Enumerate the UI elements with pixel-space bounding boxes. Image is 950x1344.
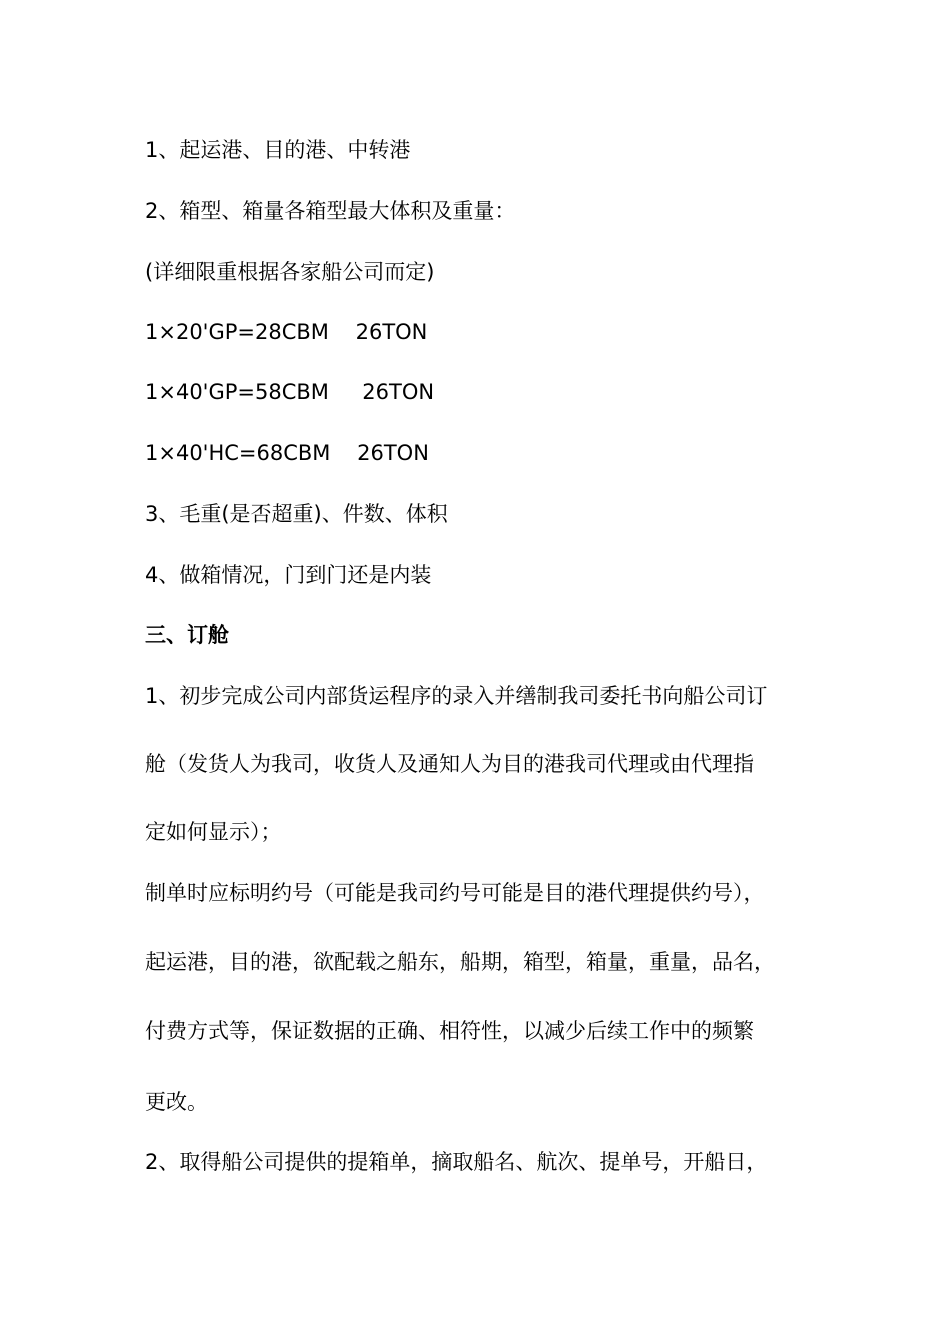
booking-step-1-line-2: 舱（发货人为我司，收货人及通知人为目的港我司代理或由代理指 <box>145 752 754 776</box>
booking-note-line-4: 更改。 <box>145 1090 208 1114</box>
container-spec-40gp: 1×40'GP=58CBM 26TON <box>145 380 435 404</box>
container-spec-20gp: 1×20'GP=28CBM 26TON <box>145 320 428 344</box>
booking-note-line-2: 起运港，目的港，欲配载之船东，船期，箱型，箱量，重量，品名， <box>145 950 775 974</box>
booking-note-line-3: 付费方式等，保证数据的正确、相符性，以减少后续工作中的频繁 <box>145 1019 754 1043</box>
paragraph-ports: 1、起运港、目的港、中转港 <box>145 138 411 162</box>
section-heading-booking: 三、订舱 <box>145 623 229 647</box>
paragraph-weight-note: (详细限重根据各家船公司而定) <box>145 260 435 284</box>
paragraph-container-types: 2、箱型、箱量各箱型最大体积及重量： <box>145 199 516 223</box>
paragraph-gross-weight: 3、毛重(是否超重)、件数、体积 <box>145 502 448 526</box>
booking-step-1-line-3: 定如何显示）； <box>145 820 282 844</box>
container-spec-40hc: 1×40'HC=68CBM 26TON <box>145 441 429 465</box>
booking-step-1-line-1: 1、初步完成公司内部货运程序的录入并缮制我司委托书向船公司订 <box>145 684 768 708</box>
booking-note-line-1: 制单时应标明约号（可能是我司约号可能是目的港代理提供约号）， <box>145 881 765 905</box>
paragraph-stuffing: 4、做箱情况，门到门还是内装 <box>145 563 432 587</box>
booking-step-2-line-1: 2、取得船公司提供的提箱单，摘取船名、航次、提单号，开船日， <box>145 1150 768 1174</box>
